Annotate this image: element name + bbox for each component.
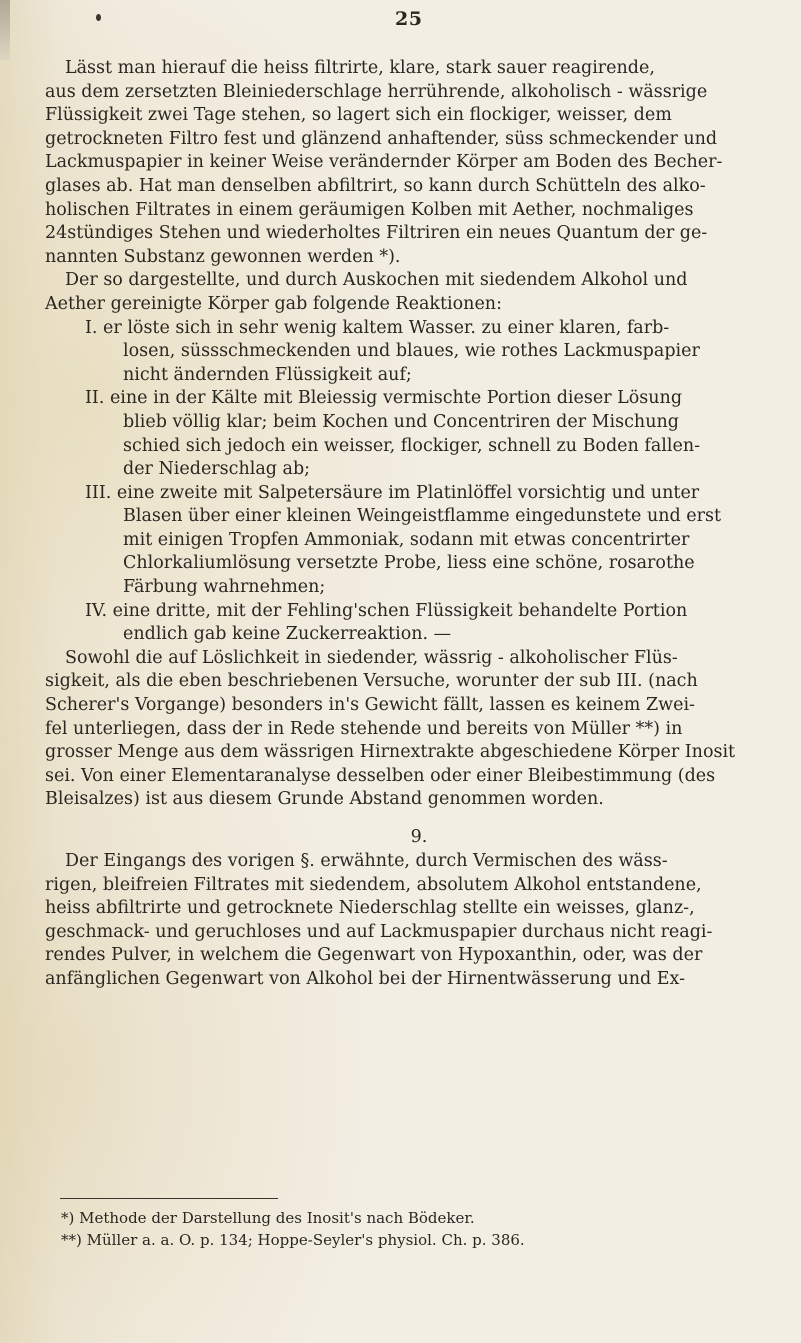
body-line: getrockneten Filtro fest und glänzend anhaftender, süss schmeckender und	[45, 128, 718, 149]
body-line: Aether gereinigte Körper gab folgende Reaktionen:	[45, 293, 502, 314]
body-line: nannten Substanz gewonnen werden *).	[45, 246, 401, 267]
reaction-item-line: Färbung wahrnehmen;	[123, 577, 326, 598]
section-line: geschmack- und geruchloses und auf Lackmuspapier durchaus nicht reagi-	[45, 921, 713, 942]
body-line: Lässt man hierauf die heiss filtrirte, klare, stark sauer reagirende,	[65, 58, 655, 78]
footnote-2: **) Müller a. a. O. p. 134; Hoppe-Seyler's physiol. Ch. p. 386.	[61, 1231, 525, 1249]
footnote-separator	[60, 1198, 278, 1199]
page-edge-shadow	[0, 0, 10, 60]
body-line: fel unterliegen, dass der in Rede stehende und bereits von Müller **) in	[45, 718, 683, 739]
section-line: rendes Pulver, in welchem die Gegenwart von Hypoxanthin, oder, was der	[45, 945, 703, 966]
body-line: grosser Menge aus dem wässrigen Hirnextrakte abgeschiedene Körper Inosit	[45, 742, 736, 763]
ink-spot	[96, 14, 101, 21]
body-text	[45, 57, 763, 992]
body-line: Scherer's Vorgange) besonders in's Gewicht fällt, lassen es keinem Zwei-	[45, 695, 695, 716]
reaction-item-line: Blasen über einer kleinen Weingeistflamme eingedunstete und erst	[123, 506, 721, 527]
reaction-item-line: schied sich jedoch ein weisser, flockiger, schnell zu Boden fallen-	[123, 435, 701, 456]
body-line: Bleisalzes) ist aus diesem Grunde Abstand genommen worden.	[45, 789, 604, 810]
reaction-item-line: blieb völlig klar; beim Kochen und Concentriren der Mischung	[123, 411, 679, 432]
body-line: glases ab. Hat man denselben abfiltrirt, so kann durch Schütteln des alko-	[45, 175, 706, 196]
page-number: 25	[395, 8, 423, 30]
reaction-item-line: endlich gab keine Zuckerreaktion. —	[123, 624, 452, 645]
body-line: Sowohl die auf Löslichkeit in siedender, wässrig - alkoholischer Flüs-	[65, 647, 678, 668]
reaction-item-iii: III. eine zweite mit Salpetersäure im Platinlöffel vorsichtig und unter	[85, 482, 700, 503]
body-line: Flüssigkeit zwei Tage stehen, so lagert sich ein flockiger, weisser, dem	[45, 105, 672, 126]
section-heading: 9.	[410, 827, 428, 847]
section-line: anfänglichen Gegenwart von Alkohol bei der Hirnentwässerung und Ex-	[45, 968, 685, 989]
reaction-item-iv: IV. eine dritte, mit der Fehling'schen Flüssigkeit behandelte Portion	[85, 600, 688, 621]
footnotes	[61, 1207, 761, 1251]
body-line: Lackmuspapier in keiner Weise verändernder Körper am Boden des Becher-	[45, 152, 723, 173]
body-line: Der so dargestellte, und durch Auskochen mit siedendem Alkohol und	[65, 270, 688, 291]
section-line: heiss abfiltrirte und getrocknete Niederschlag stellte ein weisses, glanz-,	[45, 898, 695, 919]
section-line: Der Eingangs des vorigen §. erwähnte, durch Vermischen des wäss-	[65, 851, 668, 871]
reaction-item-ii: II. eine in der Kälte mit Bleiessig vermischte Portion dieser Lösung	[85, 388, 683, 409]
body-line: holischen Filtrates in einem geräumigen Kolben mit Aether, nochmaliges	[45, 199, 694, 220]
section-line: rigen, bleifreien Filtrates mit siedendem, absolutem Alkohol entstandene,	[45, 874, 702, 895]
body-line: 24stündiges Stehen und wiederholtes Filtriren ein neues Quantum der ge-	[45, 223, 708, 244]
body-line: sigkeit, als die eben beschriebenen Versuche, worunter der sub III. (nach	[45, 671, 698, 692]
reaction-item-line: mit einigen Tropfen Ammoniak, sodann mit etwas concentrirter	[123, 529, 690, 550]
body-line: aus dem zersetzten Bleiniederschlage herrührende, alkoholisch - wässrige	[45, 81, 708, 102]
reaction-item-line: der Niederschlag ab;	[123, 459, 311, 480]
reaction-item-line: nicht ändernden Flüssigkeit auf;	[123, 364, 412, 385]
reaction-item-line: Chlorkaliumlösung versetzte Probe, liess eine schöne, rosarothe	[123, 553, 695, 574]
reaction-item-i: I. er löste sich in sehr wenig kaltem Wasser. zu einer klaren, farb-	[85, 317, 670, 338]
footnote-1: *) Methode der Darstellung des Inosit's nach Bödeker.	[61, 1209, 475, 1227]
reaction-item-line: losen, süssschmeckenden und blaues, wie rothes Lackmuspapier	[123, 341, 700, 362]
body-line: sei. Von einer Elementaranalyse desselben oder einer Bleibestimmung (des	[45, 765, 716, 786]
